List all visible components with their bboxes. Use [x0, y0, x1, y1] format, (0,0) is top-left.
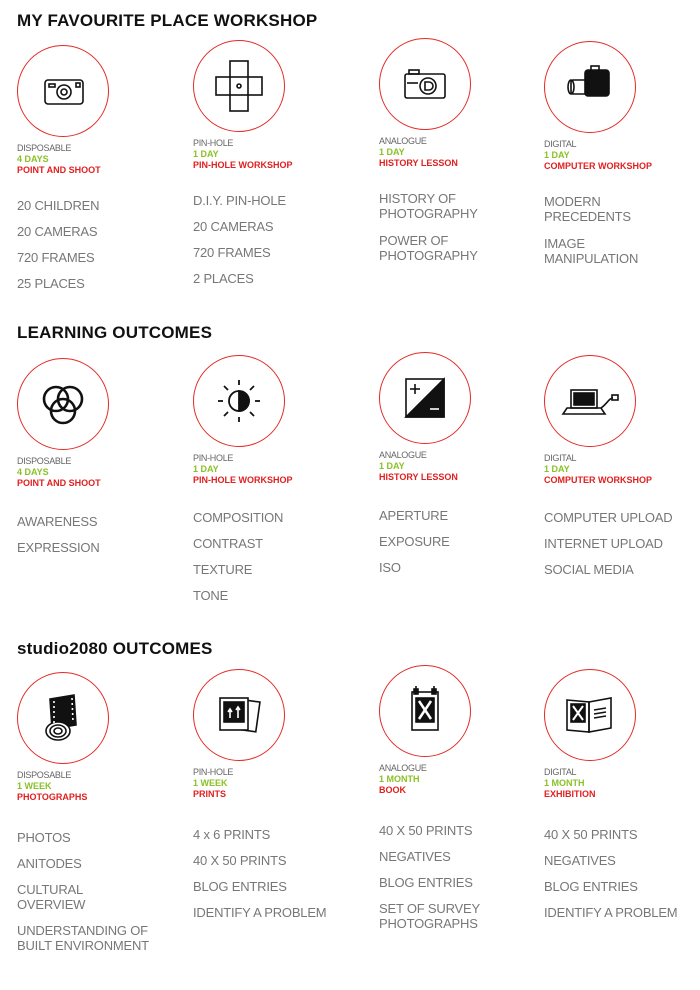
- activity-label: HISTORY LESSON: [379, 158, 458, 168]
- category-label: PIN-HOLE: [193, 138, 234, 148]
- category-label: DIGITAL: [544, 139, 577, 149]
- icon-circle: [379, 665, 471, 757]
- analogue-camera-icon: [392, 51, 458, 117]
- column-disposable: [17, 672, 177, 953]
- list-item: POWER OF PHOTOGRAPHY: [379, 233, 478, 263]
- activity-label: POINT AND SHOOT: [17, 478, 101, 488]
- column-pinhole: [193, 669, 353, 920]
- activity-label: BOOK: [379, 785, 406, 795]
- activity-label: EXHIBITION: [544, 789, 596, 799]
- list-item: INTERNET UPLOAD: [544, 536, 663, 551]
- duration-label: 1 DAY: [544, 464, 570, 474]
- item-list: [17, 514, 177, 555]
- list-item: EXPOSURE: [379, 534, 450, 549]
- column-disposable: [17, 358, 177, 555]
- list-item: HISTORY OF PHOTOGRAPHY: [379, 191, 478, 221]
- item-list: [193, 193, 353, 286]
- icon-circle: [17, 45, 109, 137]
- category-label: DIGITAL: [544, 767, 577, 777]
- list-item: PHOTOS: [17, 830, 71, 845]
- duration-label: 1 DAY: [193, 149, 219, 159]
- list-item: CONTRAST: [193, 536, 263, 551]
- list-item: NEGATIVES: [379, 849, 451, 864]
- item-list: [544, 194, 700, 266]
- category-label: DISPOSABLE: [17, 770, 72, 780]
- section-title: MY FAVOURITE PLACE WORKSHOP: [17, 11, 318, 30]
- list-item: 40 X 50 PRINTS: [193, 853, 287, 868]
- list-item: BLOG ENTRIES: [379, 875, 473, 890]
- section-title: LEARNING OUTCOMES: [17, 323, 213, 342]
- category-label: DISPOSABLE: [17, 456, 72, 466]
- list-item: 20 CHILDREN: [17, 198, 100, 213]
- exposure-icon: [392, 365, 458, 431]
- duration-label: 1 MONTH: [379, 774, 420, 784]
- list-item: COMPUTER UPLOAD: [544, 510, 673, 525]
- list-item: ISO: [379, 560, 401, 575]
- column-analogue: [379, 38, 539, 263]
- film-roll-icon: [30, 685, 96, 751]
- list-item: CULTURAL OVERVIEW: [17, 882, 86, 912]
- category-label: PIN-HOLE: [193, 453, 234, 463]
- list-item: IDENTIFY A PROBLEM: [193, 905, 327, 920]
- category-label: ANALOGUE: [379, 763, 427, 773]
- item-list: [379, 823, 539, 931]
- list-item: 2 PLACES: [193, 271, 254, 286]
- laptop-camera-icon: [557, 368, 623, 434]
- category-label: ANALOGUE: [379, 136, 427, 146]
- activity-label: PRINTS: [193, 789, 227, 799]
- duration-label: 4 DAYS: [17, 154, 49, 164]
- list-item: 20 CAMERAS: [193, 219, 274, 234]
- column-pinhole: [193, 355, 353, 603]
- icon-circle: [544, 355, 636, 447]
- duration-label: 1 DAY: [379, 461, 405, 471]
- list-item: IMAGE MANIPULATION: [544, 236, 639, 266]
- activity-label: PIN-HOLE WORKSHOP: [193, 160, 293, 170]
- activity-label: HISTORY LESSON: [379, 472, 458, 482]
- list-item: IDENTIFY A PROBLEM: [544, 905, 678, 920]
- icon-circle: [379, 352, 471, 444]
- prints-icon: [206, 682, 272, 748]
- list-item: AWARENESS: [17, 514, 98, 529]
- item-list: [193, 510, 353, 603]
- list-item: SOCIAL MEDIA: [544, 562, 634, 577]
- category-label: PIN-HOLE: [193, 767, 234, 777]
- duration-label: 1 WEEK: [17, 781, 52, 791]
- list-item: UNDERSTANDING OF BUILT ENVIRONMENT: [17, 923, 149, 953]
- icon-circle: [544, 41, 636, 133]
- duration-label: 1 MONTH: [544, 778, 585, 788]
- icon-circle: [379, 38, 471, 130]
- activity-label: PIN-HOLE WORKSHOP: [193, 475, 293, 485]
- category-label: ANALOGUE: [379, 450, 427, 460]
- open-book-icon: [557, 682, 623, 748]
- column-digital: [544, 669, 700, 920]
- icon-circle: [17, 358, 109, 450]
- camera-icon: [30, 58, 96, 124]
- pinhole-camera-icon: [206, 53, 272, 119]
- duration-label: 4 DAYS: [17, 467, 49, 477]
- list-item: 40 X 50 PRINTS: [379, 823, 473, 838]
- column-disposable: [17, 45, 177, 291]
- column-pinhole: [193, 40, 353, 286]
- hanging-print-icon: [392, 678, 458, 744]
- icon-circle: [193, 669, 285, 761]
- category-label: DIGITAL: [544, 453, 577, 463]
- duration-label: 1 DAY: [193, 464, 219, 474]
- list-item: NEGATIVES: [544, 853, 616, 868]
- list-item: BLOG ENTRIES: [544, 879, 638, 894]
- item-list: [193, 827, 353, 920]
- duration-label: 1 DAY: [379, 147, 405, 157]
- brightness-icon: [206, 368, 272, 434]
- list-item: APERTURE: [379, 508, 448, 523]
- list-item: TONE: [193, 588, 229, 603]
- icon-circle: [193, 355, 285, 447]
- duration-label: 1 WEEK: [193, 778, 228, 788]
- list-item: TEXTURE: [193, 562, 253, 577]
- column-digital: [544, 355, 700, 577]
- list-item: 25 PLACES: [17, 276, 85, 291]
- duration-label: 1 DAY: [544, 150, 570, 160]
- icon-circle: [17, 672, 109, 764]
- list-item: EXPRESSION: [17, 540, 100, 555]
- list-item: D.I.Y. PIN-HOLE: [193, 193, 286, 208]
- column-analogue: [379, 665, 539, 931]
- activity-label: COMPUTER WORKSHOP: [544, 475, 652, 485]
- item-list: [544, 510, 700, 577]
- item-list: [544, 827, 700, 920]
- item-list: [17, 830, 177, 953]
- list-item: ANITODES: [17, 856, 82, 871]
- list-item: 720 FRAMES: [193, 245, 271, 260]
- list-item: BLOG ENTRIES: [193, 879, 287, 894]
- item-list: [17, 198, 177, 291]
- section-title: studio2080 OUTCOMES: [17, 639, 213, 658]
- overlapping-circles-icon: [30, 371, 96, 437]
- icon-circle: [193, 40, 285, 132]
- list-item: COMPOSITION: [193, 510, 284, 525]
- activity-label: POINT AND SHOOT: [17, 165, 101, 175]
- activity-label: PHOTOGRAPHS: [17, 792, 88, 802]
- activity-label: COMPUTER WORKSHOP: [544, 161, 652, 171]
- list-item: 4 x 6 PRINTS: [193, 827, 271, 842]
- list-item: 20 CAMERAS: [17, 224, 98, 239]
- category-label: DISPOSABLE: [17, 143, 72, 153]
- icon-circle: [544, 669, 636, 761]
- list-item: MODERN PRECEDENTS: [544, 194, 631, 224]
- item-list: [379, 508, 539, 575]
- item-list: [379, 191, 539, 263]
- column-digital: [544, 41, 700, 266]
- column-analogue: [379, 352, 539, 575]
- list-item: 720 FRAMES: [17, 250, 95, 265]
- digital-camera-icon: [557, 54, 623, 120]
- list-item: 40 X 50 PRINTS: [544, 827, 638, 842]
- list-item: SET OF SURVEY PHOTOGRAPHS: [379, 901, 480, 931]
